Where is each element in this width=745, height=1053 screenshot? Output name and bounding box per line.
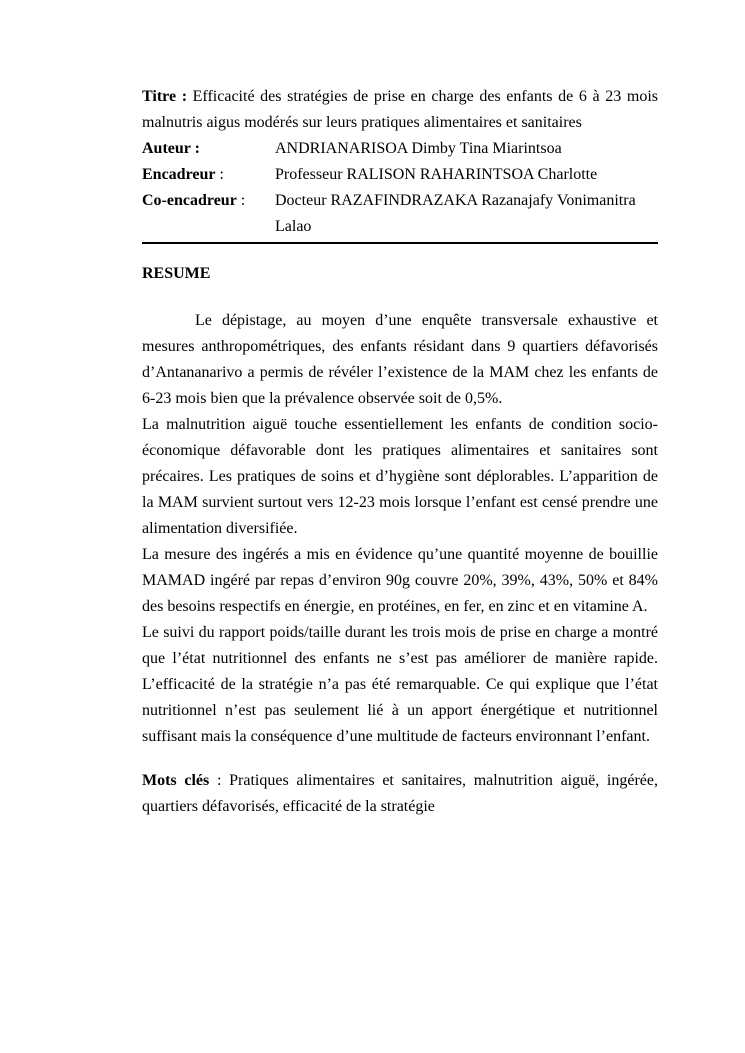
resume-paragraph: La mesure des ingérés a mis en évidence qu’une quantité moyenne de bouillie MAMAD ingéré par repas d’environ 90g couvre 20%, 39%, 43%, 50% et 84% des besoins respectifs en énergie, en protéines, en fer, en zinc et en vitamine A. <box>142 546 658 615</box>
resume-paragraph: La malnutrition aiguë touche essentiellement les enfants de condition socio-économique défavorable dont les pratiques alimentaires et sanitaires sont précaires. Les pratiques de soins et d’hygiène sont déplorables. L’apparition de la MAM survient surtout vers 12-23 mois lorsque l’enfant est censé prendre une alimentation diversifiée. <box>142 416 658 537</box>
resume-paragraph: Le suivi du rapport poids/taille durant les trois mois de prise en charge a montré que l’état nutritionnel des enfants ne s’est pas améliorer de manière rapide. L’efficacité de la stratégie n’a pas été remarquable. Ce qui explique que l’état nutritionnel n’est pas seulement lié à un apport énergétique et nutritionnel suffisant mais la conséquence d’une multitude de facteurs environnant l’enfant. <box>142 624 658 745</box>
title-block <box>142 84 658 244</box>
keywords-paragraph <box>142 768 658 820</box>
encadreur-value: Professeur RALISON RAHARINTSOA Charlotte <box>275 166 598 183</box>
co-encadreur-row <box>142 188 658 240</box>
author-row <box>142 136 658 162</box>
author-value: ANDRIANARISOA Dimby Tina Miarintsoa <box>275 140 562 157</box>
keywords-text: Pratiques alimentaires et sanitaires, malnutrition aiguë, ingérée, quartiers défavorisés, efficacité de la stratégie <box>142 772 659 815</box>
encadreur-label <box>142 162 275 188</box>
title-label: Titre : <box>142 88 188 105</box>
keywords-separator: : <box>209 772 230 789</box>
encadreur-row <box>142 162 658 188</box>
co-encadreur-colon: : <box>236 192 246 209</box>
author-label-text: Auteur : <box>142 140 200 157</box>
document-title <box>142 84 658 136</box>
resume-paragraph: Le dépistage, au moyen d’une enquête transversale exhaustive et mesures anthropométriques, des enfants résidant dans 9 quartiers défavorisés d’Antananarivo a permis de révéler l’existence de la MAM chez les enfants de 6-23 mois bien que la prévalence observée soit de 0,5%. <box>142 312 658 407</box>
encadreur-colon: : <box>215 166 224 183</box>
co-encadreur-value: Docteur RAZAFINDRAZAKA Razanajafy Vonimanitra Lalao <box>275 192 636 235</box>
title-text: Efficacité des stratégies de prise en charge des enfants de 6 à 23 mois malnutris aigus modérés sur leurs pratiques alimentaires et sanitaires <box>142 88 658 131</box>
resume-heading: RESUME <box>142 265 211 282</box>
co-encadreur-label-text: Co-encadreur <box>142 192 237 209</box>
co-encadreur-label <box>142 188 275 240</box>
author-label <box>142 136 275 162</box>
encadreur-label-text: Encadreur <box>142 166 216 183</box>
page-content <box>142 84 658 820</box>
keywords-label: Mots clés <box>142 772 210 789</box>
